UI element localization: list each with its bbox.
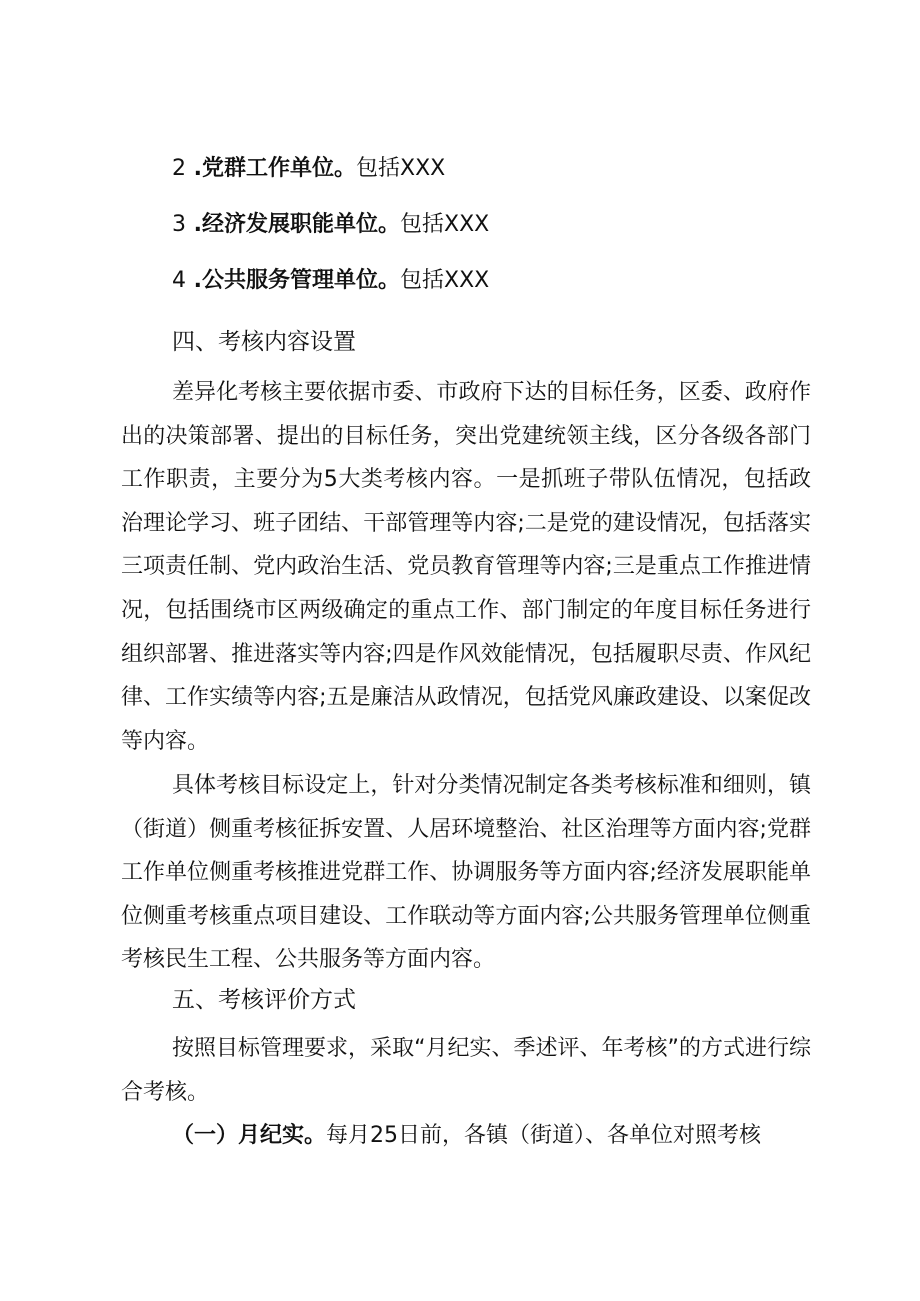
list-item-number: 4 xyxy=(172,268,186,293)
subsection-monthly-record xyxy=(172,1121,761,1151)
list-item-public-service xyxy=(172,266,489,296)
list-item-number: 3 xyxy=(172,212,186,237)
list-item-text: 包括XXX xyxy=(400,212,490,237)
section-heading-evaluation-method: 五、考核评价方式 xyxy=(172,987,356,1013)
list-item-title: .经济发展职能单位。 xyxy=(186,212,401,237)
subsection-text: 每月25日前，各镇（街道）、各单位对照考核 xyxy=(326,1123,762,1148)
list-item-text: 包括XXX xyxy=(356,156,446,181)
list-item-number: 2 xyxy=(172,156,186,181)
paragraph-evaluation-method: 按照目标管理要求，采取“月纪实、季述评、年考核”的方式进行综合考核。 xyxy=(121,1036,811,1105)
section-heading-assessment-content: 四、考核内容设置 xyxy=(172,329,356,355)
list-item-title: .公共服务管理单位。 xyxy=(186,268,401,293)
list-item-title: .党群工作单位。 xyxy=(186,156,357,181)
paragraph-assessment-targets: 具体考核目标设定上，针对分类情况制定各类考核标准和细则，镇（街道）侧重考核征拆安置、人居环境整治、社区治理等方面内容;党群工作单位侧重考核推进党群工作、协调服务等方面内容;经济发展职能单位侧重考核重点项目建设、工作联动等方面内容;公共服务管理单位侧重考核民生工程、公共服务等方面内容。 xyxy=(121,773,811,973)
list-item-party-mass xyxy=(172,154,445,184)
list-item-text: 包括XXX xyxy=(400,268,490,293)
list-item-economic xyxy=(172,210,489,240)
paragraph-assessment-content: 差异化考核主要依据市委、市政府下达的目标任务，区委、政府作出的决策部署、提出的目标任务，突出党建统领主线，区分各级各部门工作职责，主要分为5大类考核内容。一是抓班子带队伍情况，包括政治理论学习、班子团结、干部管理等内容;二是党的建设情况，包括落实三项责任制、党内政治生活、党员教育管理等内容;三是重点工作推进情况，包括围绕市区两级确定的重点工作、部门制定的年度目标任务进行组织部署、推进落实等内容;四是作风效能情况，包括履职尽责、作风纪律、工作实绩等内容;五是廉洁从政情况，包括党风廉政建设、以案促改等内容。 xyxy=(121,380,811,754)
subsection-label: （一）月纪实。 xyxy=(172,1123,327,1148)
